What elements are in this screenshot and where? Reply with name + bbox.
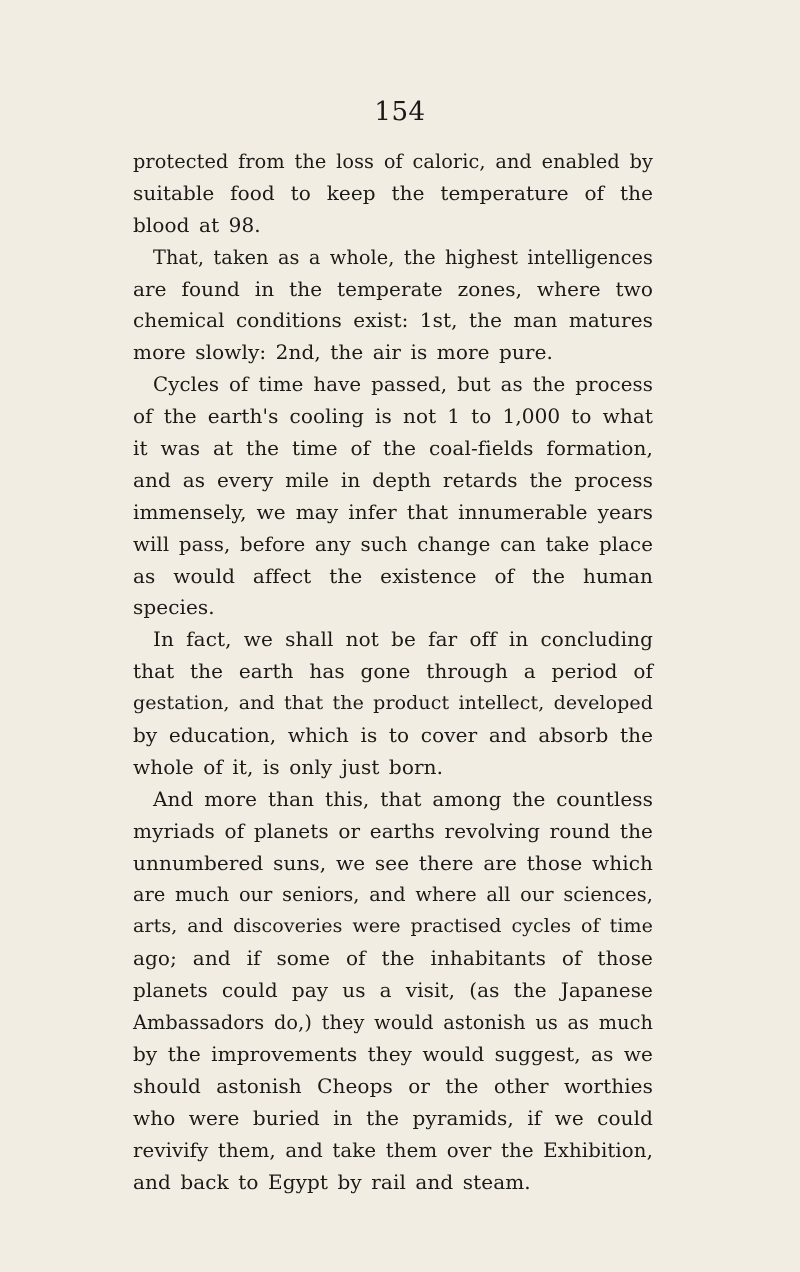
text-line: In fact, we shall not be far off in concluding: [153, 627, 653, 652]
text-line: will pass, before any such change can take place: [133, 532, 653, 556]
text-line: by the improvements they would suggest, as we: [133, 1041, 653, 1066]
body-text: [133, 146, 653, 1198]
text-line: planets could pay us a visit, (as the Japanese: [133, 978, 653, 1003]
text-line: chemical conditions exist: 1st, the man matures: [133, 308, 653, 333]
text-line: should astonish Cheops or the other worthies: [133, 1073, 653, 1098]
text-line: who were buried in the pyramids, if we could: [133, 1105, 653, 1130]
text-line: species.: [133, 595, 215, 620]
text-line: of the earth's cooling is not 1 to 1,000 to what: [133, 404, 653, 429]
text-line: arts, and discoveries were practised cycles of time: [133, 915, 653, 938]
text-line: by education, which is to cover and absorb the: [133, 723, 653, 748]
text-line: That, taken as a whole, the highest intelligences: [153, 245, 653, 269]
text-line: it was at the time of the coal-fields formation,: [133, 436, 653, 461]
text-line: immensely, we may infer that innumerable years: [133, 499, 653, 524]
text-line: myriads of planets or earths revolving round the: [133, 818, 653, 843]
text-line: are much our seniors, and where all our sciences,: [133, 883, 653, 907]
page-number: 154: [374, 97, 426, 127]
text-line: And more than this, that among the countless: [153, 786, 653, 811]
text-line: protected from the loss of caloric, and enabled by: [133, 150, 653, 173]
text-line: gestation, and that the product intellect, developed: [133, 692, 653, 715]
text-line: unnumbered suns, we see there are those which: [133, 850, 653, 875]
text-line: and back to Egypt by rail and steam.: [133, 1169, 531, 1194]
text-line: whole of it, is only just born.: [133, 754, 444, 779]
text-line: ago; and if some of the inhabitants of those: [133, 946, 653, 971]
text-line: as would affect the existence of the human: [133, 563, 653, 588]
text-line: Cycles of time have passed, but as the process: [153, 373, 653, 397]
text-line: blood at 98.: [133, 212, 261, 237]
text-line: Ambassadors do,) they would astonish us as much: [133, 1011, 653, 1035]
text-line: and as every mile in depth retards the process: [133, 467, 653, 492]
text-line: that the earth has gone through a period of: [133, 659, 653, 684]
text-line: more slowly: 2nd, the air is more pure.: [133, 340, 553, 365]
text-line: revivify them, and take them over the Exhibition,: [133, 1138, 653, 1162]
text-line: are found in the temperate zones, where two: [133, 276, 653, 301]
text-line: suitable food to keep the temperature of the: [133, 180, 653, 205]
